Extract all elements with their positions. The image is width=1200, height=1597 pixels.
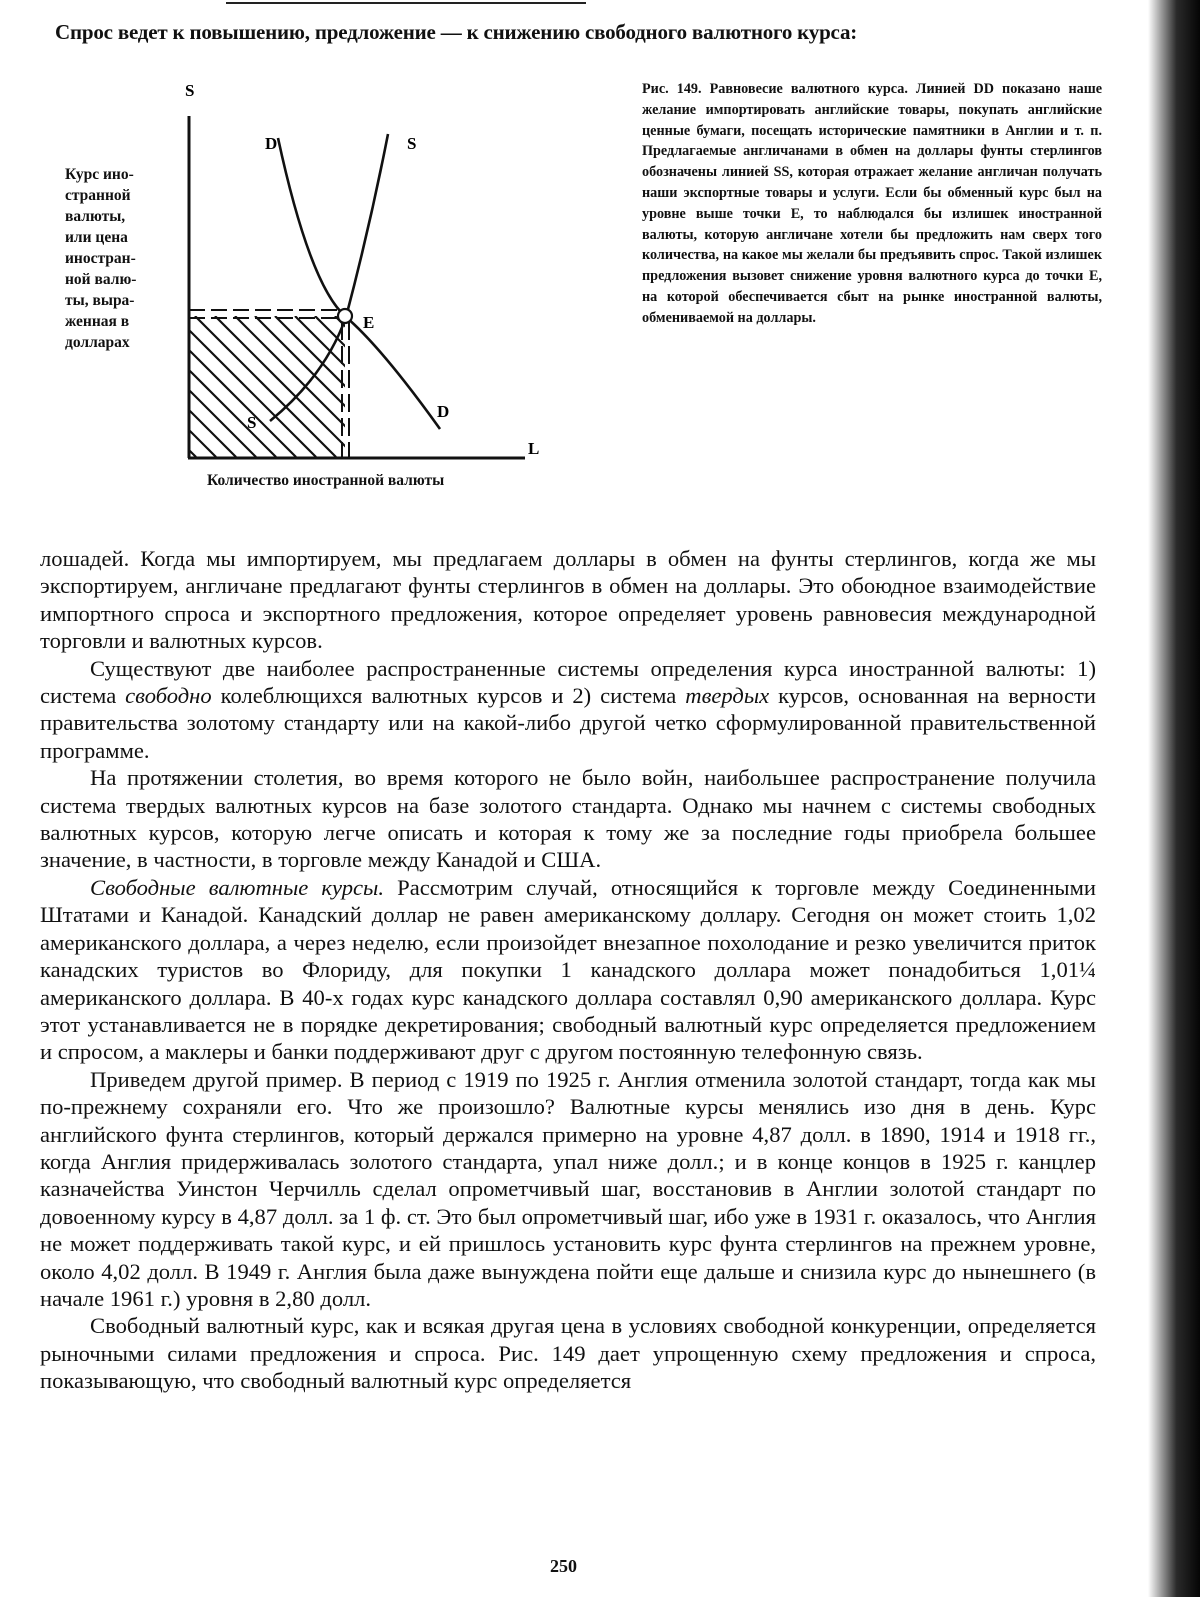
y-axis-label bbox=[65, 164, 177, 353]
y-axis-label-line: иностран- bbox=[65, 250, 136, 267]
text-run: курсов, основанная на верности правительства золотому стандарту или на какой-либо другой четко сформулированной правительственной программе. bbox=[40, 683, 1096, 763]
demand-top-label: D bbox=[265, 134, 278, 153]
figure-149 bbox=[55, 76, 1125, 506]
paragraph bbox=[40, 874, 1096, 1066]
paragraph bbox=[40, 1312, 1096, 1394]
y-axis-label-line: женная в bbox=[65, 313, 130, 330]
page-edge-shadow bbox=[1148, 0, 1200, 1597]
axis-right-label: L bbox=[528, 439, 540, 458]
equilibrium-quantity-dashed-line bbox=[342, 322, 349, 457]
paragraph bbox=[40, 655, 1096, 765]
x-axis-label: Количество иностранной валюты bbox=[207, 472, 445, 489]
hatched-area bbox=[175, 316, 476, 457]
paragraph bbox=[40, 764, 1096, 874]
text-run: колеблющихся валютных курсов и 2) система bbox=[211, 683, 686, 709]
y-axis-label-line: ты, выра- bbox=[65, 292, 135, 309]
supply-bottom-label: S bbox=[247, 413, 257, 432]
paragraph bbox=[40, 1066, 1096, 1313]
paragraph bbox=[40, 545, 1096, 655]
y-axis-label-line: странной bbox=[65, 187, 131, 204]
body-text bbox=[40, 545, 1096, 1395]
y-axis-label-line: Курс ино- bbox=[65, 166, 134, 183]
top-rule bbox=[226, 2, 586, 4]
supply-top-label: S bbox=[407, 134, 417, 153]
demand-bottom-label: D bbox=[437, 402, 450, 421]
demand-curve-dd bbox=[278, 138, 440, 429]
equilibrium-label: E bbox=[363, 313, 375, 332]
page-number: 250 bbox=[550, 1556, 577, 1576]
axis-top-label: S bbox=[185, 81, 195, 100]
italic-run: твердых bbox=[685, 683, 770, 709]
y-axis-label-line: ной валю- bbox=[65, 271, 137, 288]
y-axis-label-line: долларах bbox=[65, 334, 130, 351]
italic-run: свободно bbox=[125, 683, 212, 709]
text-run: Свободный валютный курс, как и всякая другая цена в условиях свободной конкуренции, определяется рыночными силами предложения и спроса. Рис. 149 дает упрощенную схему предложения и спроса, показывающую, что свободный валютный курс определяется bbox=[40, 1313, 1096, 1394]
y-axis-label-line: или цена bbox=[65, 229, 128, 246]
italic-run: Свободные валютные курсы. bbox=[90, 874, 385, 900]
supply-demand-diagram bbox=[175, 76, 565, 476]
text-run: На протяжении столетия, во время которого не было войн, наибольшее распространение получила система твердых валютных курсов на базе золотого стандарта. Однако мы начнем с системы свободных валютных курсов, которую легче описать и которая к тому же за последние годы приобрела большее значение, в частности, в торговле между Канадой и США. bbox=[40, 765, 1096, 873]
text-run: лошадей. Когда мы импортируем, мы предлагаем доллары в обмен на фунты стерлингов, когда же мы экспортируем, англичане предлагают фунты стерлингов в обмен на доллары. Это обоюдное взаимодействие импортного спроса и экспортного предложения, которое определяет уровень равновесия международной торговли и валютных курсов. bbox=[40, 546, 1096, 654]
text-run: Рассмотрим случай, относящийся к торговле между Соединенными Штатами и Канадой. Канадский доллар не равен американскому доллару. Сегодня он может стоить 1,02 американского доллара, а через неделю, если произойдет внезапное похолодание и резко увеличится приток канадских туристов во Флориду, для покупки 1 канадского доллара может понадобиться 1,01¼ американского доллара. В 40-х годах курс канадского доллара составлял 0,90 американского доллара. Курс этот устанавливается не в порядке декретирования; свободный валютный курс определяется предложением и спросом, а маклеры и банки поддерживают друг с другом постоянную телефонную связь. bbox=[40, 874, 1096, 1065]
figure-caption: Рис. 149. Равновесие валютного курса. Линией DD показано наше желание импортировать английские товары, покупать английские ценные бумаги, посещать исторические памятники в Англии и т. п. Предлагаемые англичанами в обмен на доллары фунты стерлингов обозначены линией SS, которая отражает желание англичан получать наши экспортные товары и услуги. Если бы обменный курс был на уровне выше точки E, то наблюдался бы излишек иностранной валюты, которую англичане хотели бы предложить нам сверх того количества, на какое мы желали бы предъявить спрос. Такой излишек предложения вызовет снижение уровня валютного курса до точки E, на которой обеспечивается сбыт на рынке иностранной валюты, обмениваемой на доллары. bbox=[642, 81, 1102, 326]
section-heading: Спрос ведет к повышению, предложение — к снижению свободного валютного курса: bbox=[55, 20, 858, 44]
text-run: Приведем другой пример. В период с 1919 по 1925 г. Англия отменила золотой стандарт, тогда как мы по-прежнему сохраняли его. Что же произошло? Валютные курсы менялись изо дня в день. Курс английского фунта стерлингов, который держался примерно на уровне 4,87 долл. в 1890, 1914 и 1918 гг., когда Англия придерживалась золотого стандарта, упал ниже долл.; и в конце концов в 1925 г. канцлер казначейства Уинстон Черчилль сделал опрометчивый шаг, восстановив в Англии золотой стандарт по довоенному курсу в 4,87 долл. за 1 ф. ст. Это был опрометчивый шаг, ибо уже в 1931 г. оказалось, что Англия не может поддерживать такой курс, и ей пришлось установить курс фунта стерлингов на прежнем уровне, около 4,02 долл. В 1949 г. Англия была даже вынуждена пойти еще дальше и снизила курс до нынешнего (в начале 1961 г.) уровня в 2,80 долл. bbox=[40, 1066, 1096, 1311]
equilibrium-point-e bbox=[338, 309, 352, 323]
y-axis-label-line: валюты, bbox=[65, 208, 126, 225]
text-run: Существуют две наиболее распространенные системы определения курса иностранной валюты: 1) система bbox=[40, 655, 1096, 709]
